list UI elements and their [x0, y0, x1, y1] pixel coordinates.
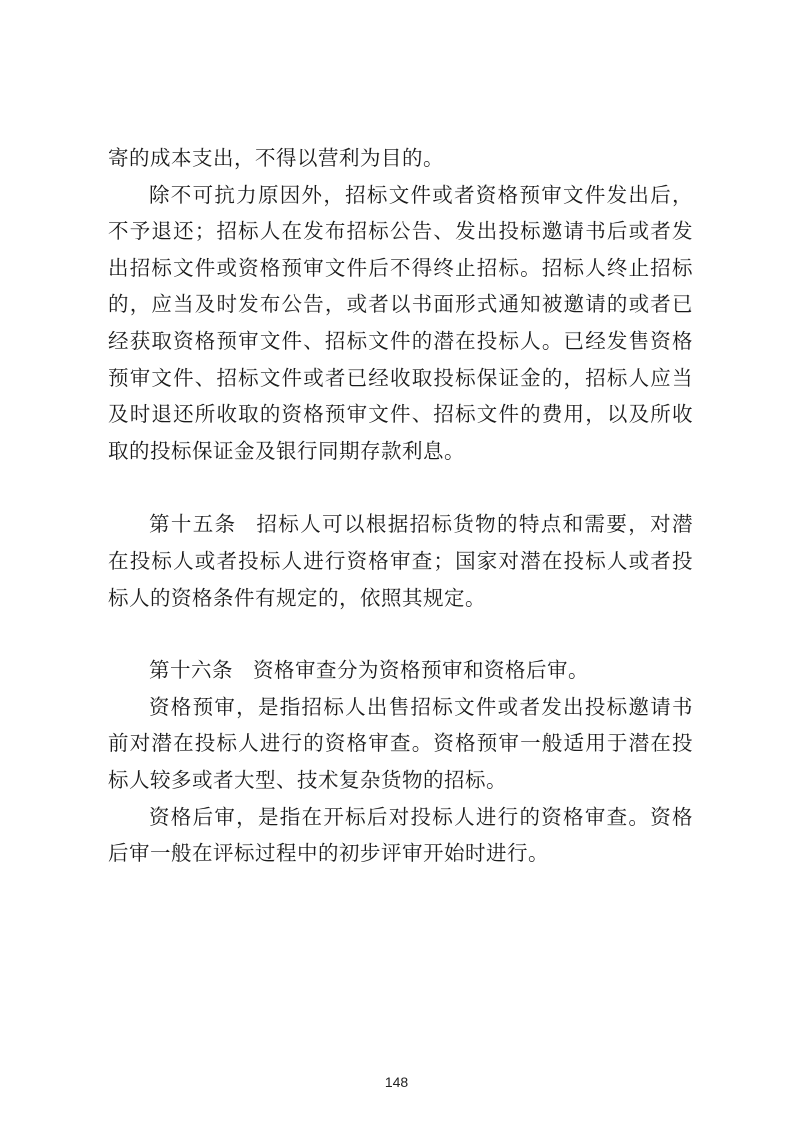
page-number: 148	[384, 1074, 409, 1090]
paragraph-continuation: 寄的成本支出，不得以营利为目的。	[108, 146, 444, 170]
article-15-text: 招标人可以根据招标货物的特点和需要，对潜在投标人或者投标人进行资格审查；国家对潜在投标人或者投标人的资格条件有规定的，依照其规定。	[108, 512, 694, 610]
paragraph-postqualification: 资格后审，是指在开标后对投标人进行的资格审查。资格后审一般在评标过程中的初步评审开始时进行。	[108, 804, 693, 866]
document-body	[108, 140, 693, 872]
paragraph-refund-rules: 除不可抗力原因外，招标文件或者资格预审文件发出后，不予退还；招标人在发布招标公告、发出投标邀请书后或者发出招标文件或资格预审文件后不得终止招标。招标人终止招标的，应当及时发布公告，或者以书面形式通知被邀请的或者已经获取资格预审文件、招标文件的潜在投标人。已经发售资格预审文件、招标文件或者已经收取投标保证金的，招标人应当及时退还所收取的资格预审文件、招标文件的费用，以及所收取的投标保证金及银行同期存款利息。	[108, 182, 693, 463]
article-16-text: 资格审查分为资格预审和资格后审。	[253, 658, 589, 683]
paragraph-prequalification: 资格预审，是指招标人出售招标文件或者发出投标邀请书前对潜在投标人进行的资格审查。资格预审一般适用于潜在投标人较多或者大型、技术复杂货物的招标。	[108, 694, 693, 792]
article-16	[108, 652, 693, 689]
article-15	[108, 506, 693, 616]
article-16-number: 第十六条	[149, 658, 233, 683]
article-15-number: 第十五条	[149, 512, 237, 537]
